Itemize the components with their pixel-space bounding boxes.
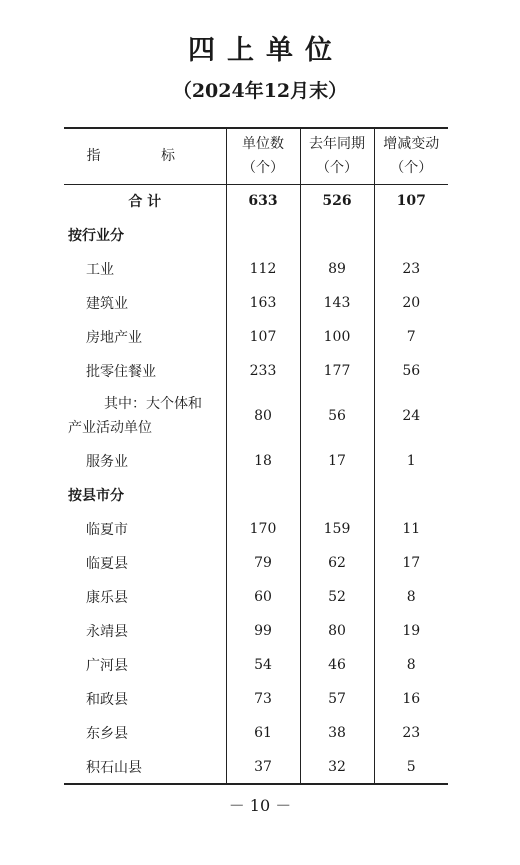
cell-value: 17 <box>300 444 374 478</box>
cell-value: 46 <box>300 648 374 682</box>
table-row <box>64 286 448 320</box>
cell-value: 170 <box>226 512 300 546</box>
table-row <box>64 580 448 614</box>
row-label: 广河县 <box>86 658 128 674</box>
header-change: 增减变动 （个） <box>374 128 448 184</box>
cell-value: 633 <box>226 184 300 218</box>
header-indicator: 指 标 <box>64 128 226 184</box>
row-label: 和政县 <box>86 692 128 708</box>
cell-value: 177 <box>300 354 374 388</box>
cell-value: 56 <box>374 354 448 388</box>
cell-value: 16 <box>374 682 448 716</box>
section-label: 按行业分 <box>68 228 124 244</box>
cell-value: 159 <box>300 512 374 546</box>
row-label: 临夏县 <box>86 556 128 572</box>
cell-value: 233 <box>226 354 300 388</box>
row-label: 服务业 <box>86 454 128 470</box>
cell-value: 8 <box>374 580 448 614</box>
table-row <box>64 682 448 716</box>
page-subtitle: （2024年12月末） <box>172 80 348 102</box>
row-label: 永靖县 <box>86 624 128 640</box>
page-number: － 10 － <box>228 796 292 815</box>
table-row <box>64 252 448 286</box>
cell-value: 107 <box>226 320 300 354</box>
cell-value: 163 <box>226 286 300 320</box>
cell-value: 73 <box>226 682 300 716</box>
table-row <box>64 388 448 444</box>
table-row <box>64 648 448 682</box>
cell-value: 7 <box>374 320 448 354</box>
cell-value: 24 <box>374 388 448 444</box>
cell-value: 143 <box>300 286 374 320</box>
table-row <box>64 444 448 478</box>
cell-value: 80 <box>300 614 374 648</box>
cell-value: 52 <box>300 580 374 614</box>
cell-value: 62 <box>300 546 374 580</box>
cell-value: 32 <box>300 750 374 784</box>
table-row <box>64 716 448 750</box>
statistics-table <box>64 127 448 785</box>
cell-value: 60 <box>226 580 300 614</box>
cell-value: 54 <box>226 648 300 682</box>
cell-value: 11 <box>374 512 448 546</box>
cell-value: 56 <box>300 388 374 444</box>
table-row <box>64 614 448 648</box>
table-row <box>64 354 448 388</box>
row-label: 东乡县 <box>86 726 128 742</box>
cell-value: 23 <box>374 716 448 750</box>
cell-value: 23 <box>374 252 448 286</box>
cell-value: 99 <box>226 614 300 648</box>
cell-value: 17 <box>374 546 448 580</box>
cell-value: 107 <box>374 184 448 218</box>
row-label: 批零住餐业 <box>86 364 156 380</box>
row-label: 合 计 <box>128 194 162 211</box>
cell-value: 80 <box>226 388 300 444</box>
cell-value: 1 <box>374 444 448 478</box>
row-label: 房地产业 <box>86 330 142 346</box>
cell-value: 112 <box>226 252 300 286</box>
cell-value: 38 <box>300 716 374 750</box>
section-label: 按县市分 <box>68 488 124 504</box>
header-unit-count: 单位数 （个） <box>226 128 300 184</box>
cell-value: 61 <box>226 716 300 750</box>
table-header-row <box>64 128 448 184</box>
cell-value: 19 <box>374 614 448 648</box>
cell-value: 57 <box>300 682 374 716</box>
section-header-industry <box>64 218 448 252</box>
table-row-total <box>64 184 448 218</box>
table-row <box>64 546 448 580</box>
table-row <box>64 750 448 784</box>
cell-value: 526 <box>300 184 374 218</box>
cell-value: 100 <box>300 320 374 354</box>
cell-value: 89 <box>300 252 374 286</box>
section-header-county <box>64 478 448 512</box>
cell-value: 79 <box>226 546 300 580</box>
table-row <box>64 512 448 546</box>
cell-value: 8 <box>374 648 448 682</box>
row-label: 工业 <box>86 262 114 278</box>
cell-value: 37 <box>226 750 300 784</box>
row-label: 积石山县 <box>64 750 226 784</box>
page-title: 四上单位 <box>188 35 344 66</box>
table-row <box>64 320 448 354</box>
row-label: 康乐县 <box>86 590 128 606</box>
row-label: 临夏市 <box>86 522 128 538</box>
row-label: 其中：大个体和 产业活动单位 <box>68 396 202 436</box>
cell-value: 5 <box>374 750 448 784</box>
header-last-year: 去年同期 （个） <box>300 128 374 184</box>
cell-value: 18 <box>226 444 300 478</box>
row-label: 建筑业 <box>86 296 128 312</box>
cell-value: 20 <box>374 286 448 320</box>
